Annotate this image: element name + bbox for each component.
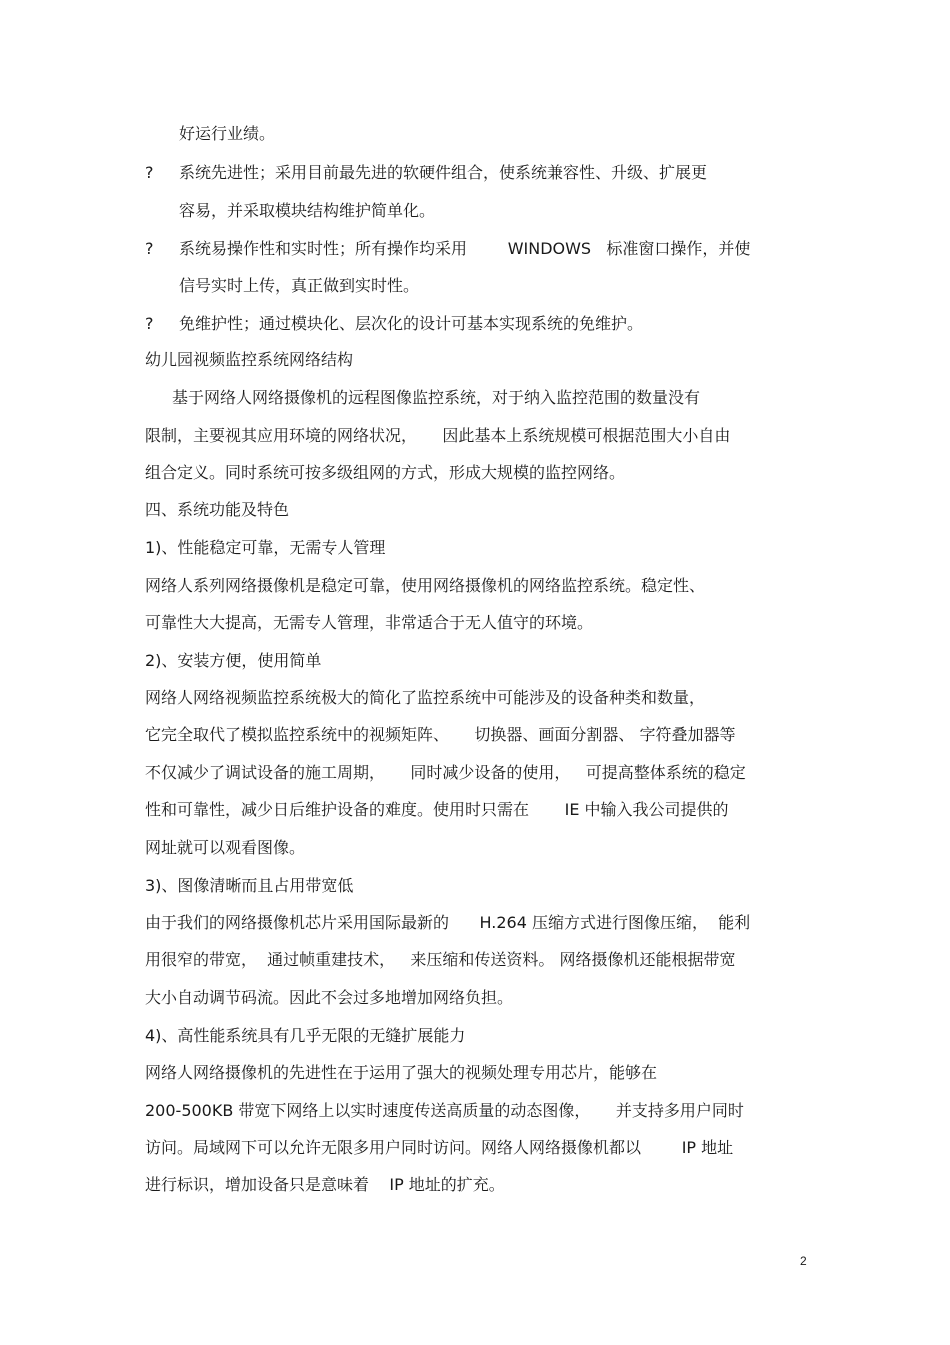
subheading-stable: 1)、性能稳定可靠，无需专人管理 — [145, 538, 386, 557]
text-line: 它完全取代了模拟监控系统中的视频矩阵、 切换器、画面分割器、 字符叠加器等 — [145, 725, 736, 744]
bullet-item-maintenance-free: 免维护性；通过模块化、层次化的设计可基本实现系统的免维护。 — [179, 314, 644, 333]
subheading-image-quality: 3)、图像清晰而且占用带宽低 — [145, 876, 354, 895]
section-heading-network: 幼儿园视频监控系统网络结构 — [145, 350, 354, 369]
text-line: 性和可靠性，减少日后维护设备的难度。使用时只需在 IE 中输入我公司提供的 — [145, 800, 729, 819]
subheading-install: 2)、安装方便，使用简单 — [145, 651, 322, 670]
text-line: 大小自动调节码流。因此不会过多地增加网络负担。 — [145, 988, 514, 1007]
text-line: 访问。局域网下可以允许无限多用户同时访问。网络人网络摄像机都以 IP 地址 — [145, 1138, 734, 1157]
bullet-marker: ? — [145, 239, 154, 258]
bullet-item-advanced: 系统先进性；采用目前最先进的软硬件组合，使系统兼容性、升级、扩展更 — [179, 163, 708, 182]
bullet-marker: ? — [145, 163, 154, 182]
bullet-marker: ? — [145, 314, 154, 333]
text-line: 网址就可以观看图像。 — [145, 838, 306, 857]
text-line: 网络人系列网络摄像机是稳定可靠，使用网络摄像机的网络监控系统。稳定性、 — [145, 576, 706, 595]
text-line: 好运行业绩。 — [179, 124, 276, 143]
text-line: 200-500KB 带宽下网络上以实时速度传送高质量的动态图像， 并支持多用户同时 — [145, 1101, 744, 1120]
text-line: 容易，并采取模块结构维护简单化。 — [179, 201, 436, 220]
section-heading-features: 四、系统功能及特色 — [145, 500, 290, 519]
text-line: 由于我们的网络摄像机芯片采用国际最新的 H.264 压缩方式进行图像压缩， 能利 — [145, 913, 751, 932]
text-line: 进行标识，增加设备只是意味着 IP 地址的扩充。 — [145, 1175, 505, 1194]
text-line: 网络人网络视频监控系统极大的简化了监控系统中可能涉及的设备种类和数量， — [145, 688, 706, 707]
text-line: 网络人网络摄像机的先进性在于运用了强大的视频处理专用芯片，能够在 — [145, 1063, 658, 1082]
text-line: 组合定义。同时系统可按多级组网的方式，形成大规模的监控网络。 — [145, 463, 626, 482]
subheading-scalability: 4)、高性能系统具有几乎无限的无缝扩展能力 — [145, 1026, 466, 1045]
text-line: 基于网络人网络摄像机的远程图像监控系统，对于纳入监控范围的数量没有 — [172, 388, 701, 407]
text-line: 限制，主要视其应用环境的网络状况， 因此基本上系统规模可根据范围大小自由 — [145, 426, 731, 445]
text-line: 可靠性大大提高，无需专人管理，非常适合于无人值守的环境。 — [145, 613, 594, 632]
bullet-item-ease-of-use: 系统易操作性和实时性；所有操作均采用 WINDOWS 标准窗口操作，并使 — [179, 239, 751, 258]
text-line: 用很窄的带宽， 通过帧重建技术， 来压缩和传送资料。 网络摄像机还能根据带宽 — [145, 950, 736, 969]
page-number: 2 — [800, 1254, 807, 1268]
text-line: 信号实时上传，真正做到实时性。 — [179, 276, 420, 295]
text-line: 不仅减少了调试设备的施工周期， 同时减少设备的使用， 可提高整体系统的稳定 — [145, 763, 746, 782]
